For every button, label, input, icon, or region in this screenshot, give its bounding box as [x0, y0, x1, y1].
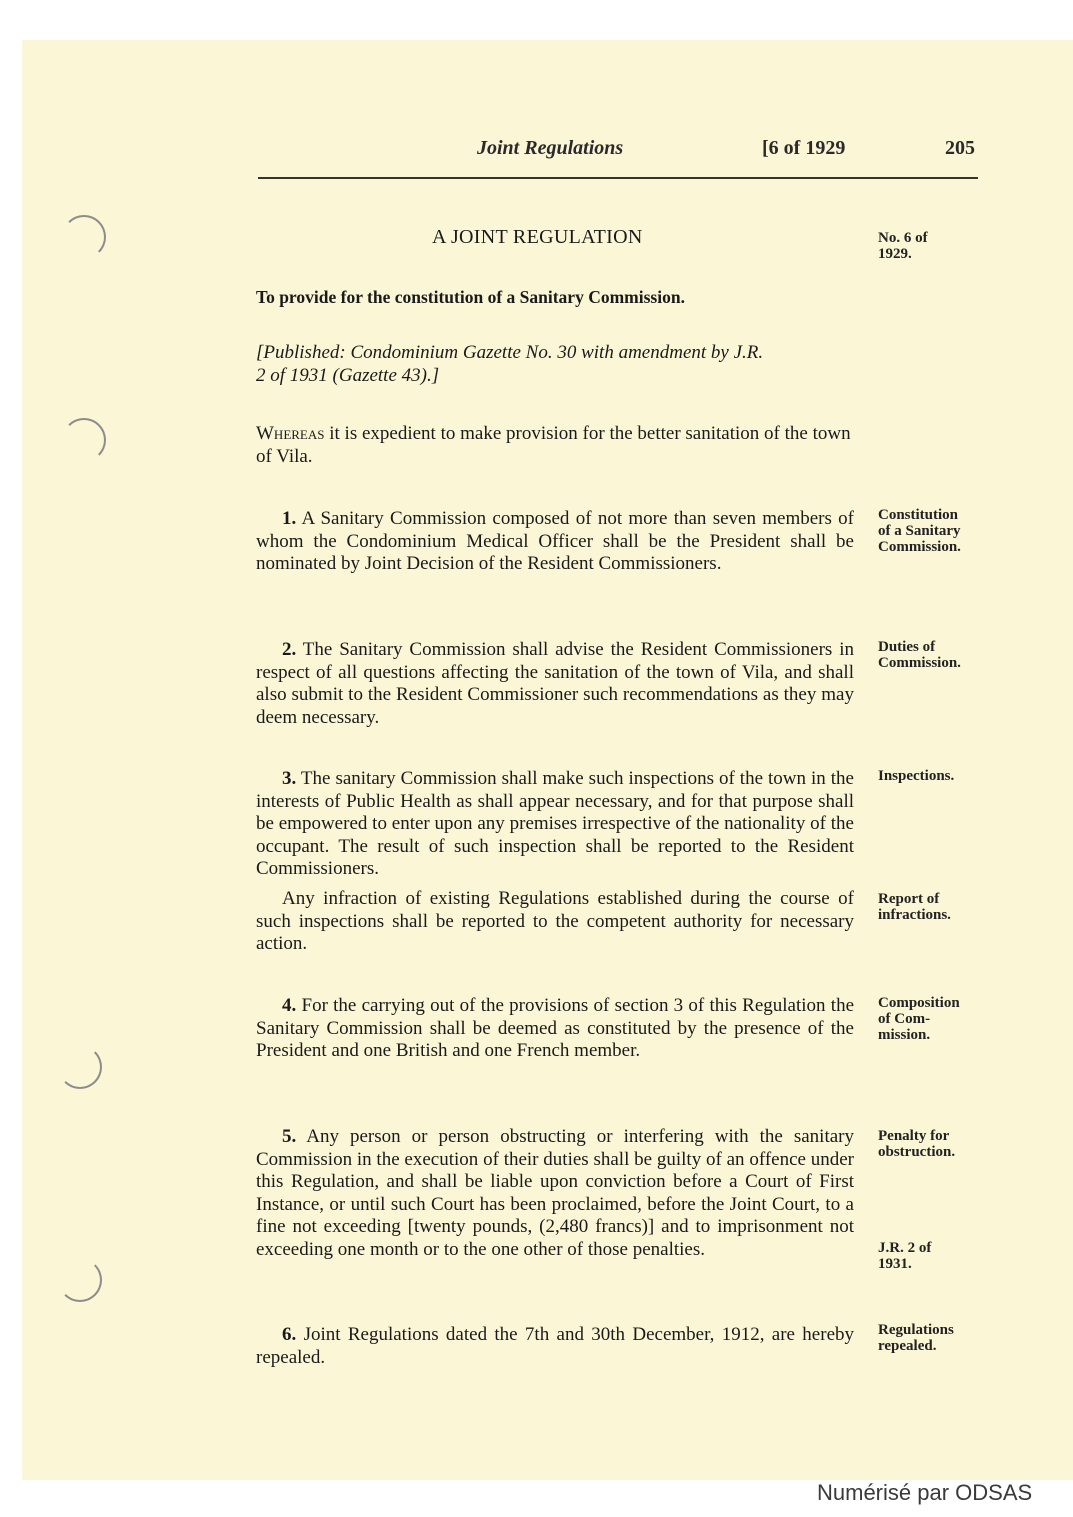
- publication-note: [256, 342, 854, 387]
- running-header-title: Joint Regulations: [477, 137, 624, 159]
- note-line: Penalty for: [878, 1128, 950, 1144]
- regulation-number-note: [878, 230, 988, 262]
- section-5: [256, 1126, 854, 1261]
- preamble-text: it is expedient to make provision for the better sanitation of the town of Vila.: [256, 423, 851, 467]
- note-line: infractions.: [878, 907, 951, 923]
- section-number: 4.: [282, 995, 297, 1016]
- note-line: Report of: [878, 891, 940, 907]
- section-text: The sanitary Commission shall make such inspections of the town in the interests of Public Health as shall appear necessary, and for that purpose shall be empowered to enter upon any premises irrespective of the nationality of the occupant. The result of such inspection shall be reported to the Resident Commissioners.: [256, 768, 854, 879]
- note-line: Commission.: [878, 655, 961, 671]
- note-line: Constitution: [878, 507, 959, 523]
- section-2-note: [878, 639, 988, 671]
- section-3-continuation: Any infraction of existing Regulations established during the course of such inspections shall be reported to the competent authority for necessary action.: [256, 888, 854, 954]
- section-text: Joint Regulations dated the 7th and 30th December, 1912, are hereby repealed.: [256, 1324, 855, 1368]
- section-text: A Sanitary Commission composed of not more than seven members of whom the Condominium Medical Officer shall be the President shall be nominated by Joint Decision of the Resident Commissioners.: [256, 508, 854, 574]
- note-line: Duties of: [878, 639, 936, 655]
- running-header-reference: [6 of 1929: [762, 137, 846, 159]
- section-number: 5.: [282, 1126, 297, 1147]
- note-line: Regulations: [878, 1322, 954, 1338]
- section-3-continuation-note: [878, 891, 988, 923]
- preamble: [256, 423, 854, 468]
- section-6: [256, 1324, 854, 1369]
- preamble-lead: Whereas: [256, 423, 325, 444]
- section-text: The Sanitary Commission shall advise the Resident Commissioners in respect of all questions affecting the sanitation of the town of Vila, and shall also submit to the Resident Commissioner such recommendations as they may deem necessary.: [256, 639, 854, 728]
- section-5-note: [878, 1128, 988, 1160]
- section-1: [256, 508, 854, 576]
- section-1-note: [878, 507, 988, 555]
- section-4: [256, 995, 854, 1063]
- note-line: of a Sanitary: [878, 523, 961, 539]
- note-line: J.R. 2 of: [878, 1240, 932, 1256]
- section-number: 1.: [282, 508, 297, 529]
- regulation-title: A JOINT REGULATION: [432, 226, 643, 248]
- section-text: Any person or person obstructing or interfering with the sanitary Commission in the execution of their duties shall be guilty of an offence under this Regulation, and shall be liable upon conviction before a Court of First Instance, or until such Court has been proclaimed, before the Joint Court, to a fine not exceeding [twenty pounds, (2,480 francs)] and to imprisonment not exceeding one month or to the one other of those penalties.: [256, 1126, 854, 1260]
- section-number: 3.: [282, 768, 297, 789]
- page-number: 205: [945, 137, 975, 159]
- note-line: No. 6 of: [878, 230, 928, 246]
- punch-hole-icon: [62, 215, 106, 259]
- section-text: For the carrying out of the provisions of section 3 of this Regulation the Sanitary Commission shall be deemed as constituted by the presence of the President and one British and one French member.: [256, 995, 854, 1061]
- note-line: Commission.: [878, 539, 961, 555]
- note-line: 1931.: [878, 1256, 912, 1272]
- publication-line: [Published: Condominium Gazette No. 30 with amendment by J.R.: [256, 342, 764, 363]
- section-6-note: [878, 1322, 988, 1354]
- regulation-purpose: To provide for the constitution of a Sanitary Commission.: [256, 287, 685, 307]
- note-line: of Com-: [878, 1011, 931, 1027]
- section-4-note: [878, 995, 988, 1043]
- note-line: Inspections.: [878, 768, 955, 784]
- punch-hole-icon: [58, 1258, 102, 1302]
- section-3: [256, 768, 854, 881]
- punch-hole-icon: [62, 418, 106, 462]
- note-line: obstruction.: [878, 1144, 956, 1160]
- section-2: [256, 639, 854, 729]
- note-line: Composition: [878, 995, 960, 1011]
- section-number: 2.: [282, 639, 297, 660]
- section-3-note: [878, 768, 988, 784]
- section-5-amendment-note: [878, 1240, 988, 1272]
- digitization-credit: Numérisé par ODSAS: [817, 1480, 1033, 1505]
- punch-hole-icon: [58, 1045, 102, 1089]
- header-rule: [258, 177, 978, 179]
- publication-line: 2 of 1931 (Gazette 43).]: [256, 364, 440, 386]
- note-line: 1929.: [878, 246, 912, 262]
- section-number: 6.: [282, 1324, 297, 1345]
- note-line: mission.: [878, 1027, 931, 1043]
- note-line: repealed.: [878, 1338, 937, 1354]
